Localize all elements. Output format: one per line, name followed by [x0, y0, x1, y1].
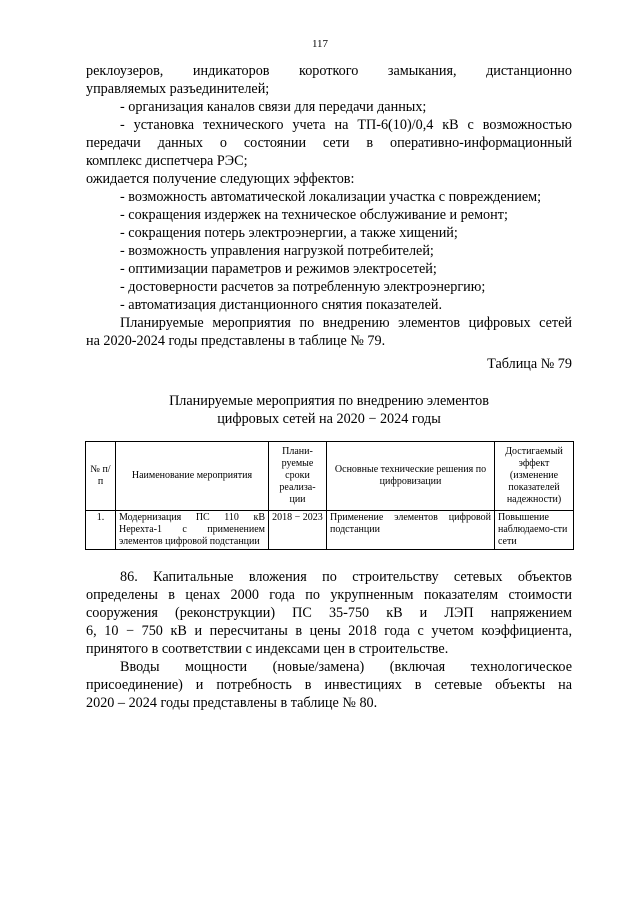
effect-item: - сокращения издержек на техническое обслуживание и ремонт; [120, 207, 508, 223]
page-number: 117 [311, 38, 329, 50]
effect-item: - автоматизация дистанционного снятия показателей. [120, 297, 443, 313]
para86-line5: принятого в соответствии с индексами цен в строительстве. [86, 641, 449, 657]
para86-line3: сооружения (реконструкции) ПС 35-750 кВ и ЛЭП напряжением [86, 605, 572, 621]
bullet-channels: - организация каналов связи для передачи данных; [120, 99, 427, 115]
para86-line4: 6, 10 − 750 кВ и пересчитаны в цены 2018 года с учетом коэффициента, [86, 623, 572, 639]
effect-item: - достоверности расчетов за потребленную электроэнергию; [120, 279, 486, 295]
cell-terms: 2018 − 2023 [269, 511, 327, 550]
table-header-row [86, 442, 574, 511]
para-planned-line2: на 2020-2024 годы представлены в таблице № 79. [86, 333, 386, 349]
cell-num: 1. [86, 511, 116, 550]
cell-effect: Повышение наблюдаемо-сти сети [495, 511, 574, 550]
effect-item: - оптимизации параметров и режимов электросетей; [120, 261, 437, 277]
cell-name: Модернизация ПС 110 кВ Нерехта-1 с применением элементов цифровой подстанции [116, 511, 269, 550]
header-terms: Плани-руемые сроки реализа-ции [269, 442, 327, 511]
body-text-lower [86, 568, 572, 712]
para-planned-line1: Планируемые мероприятия по внедрению элементов цифровых сетей [120, 315, 572, 331]
effects-intro: ожидается получение следующих эффектов: [86, 171, 355, 187]
para-inputs-line2: присоединение) и потребность в инвестициях в сетевые объекты на [86, 677, 572, 693]
table-row [86, 511, 574, 550]
table-title [86, 392, 572, 428]
para1-line2: управляемых разъединителей; [86, 81, 270, 97]
effect-item: - возможность автоматической локализации участка с повреждением; [120, 189, 542, 205]
para-metering-line2: передачи данных о состоянии сети в оперативно-информационный [86, 135, 572, 151]
para86-line1: 86. Капитальные вложения по строительству сетевых объектов [120, 569, 572, 585]
effect-item: - возможность управления нагрузкой потребителей; [120, 243, 434, 259]
header-solutions: Основные технические решения по цифровизации [327, 442, 495, 511]
table-caption: Таблица № 79 [487, 356, 572, 372]
para-metering-line3: комплекс диспетчера РЭС; [86, 153, 248, 169]
header-name: Наименование мероприятия [116, 442, 269, 511]
para1-line1: реклоузеров, индикаторов короткого замыкания, дистанционно [86, 63, 572, 79]
header-effect: Достигаемый эффект (изменение показателей надежности) [495, 442, 574, 511]
cell-solutions: Применение элементов цифровой подстанции [327, 511, 495, 550]
para-inputs-line3: 2020 – 2024 годы представлены в таблице № 80. [86, 695, 378, 711]
para-metering-line1: - установка технического учета на ТП-6(10)/0,4 кВ с возможностью [120, 117, 572, 133]
measures-table [85, 441, 574, 550]
table-title-line1: Планируемые мероприятия по внедрению элементов [169, 393, 489, 409]
para86-line2: определены в ценах 2000 года по укрупненным показателям стоимости [86, 587, 572, 603]
effect-item: - сокращения потерь электроэнергии, а также хищений; [120, 225, 458, 241]
header-num: № п/п [86, 442, 116, 511]
table-title-line2: цифровых сетей на 2020 − 2024 годы [217, 411, 441, 427]
para-inputs-line1: Вводы мощности (новые/замена) (включая технологическое [120, 659, 572, 675]
body-text [86, 62, 572, 350]
